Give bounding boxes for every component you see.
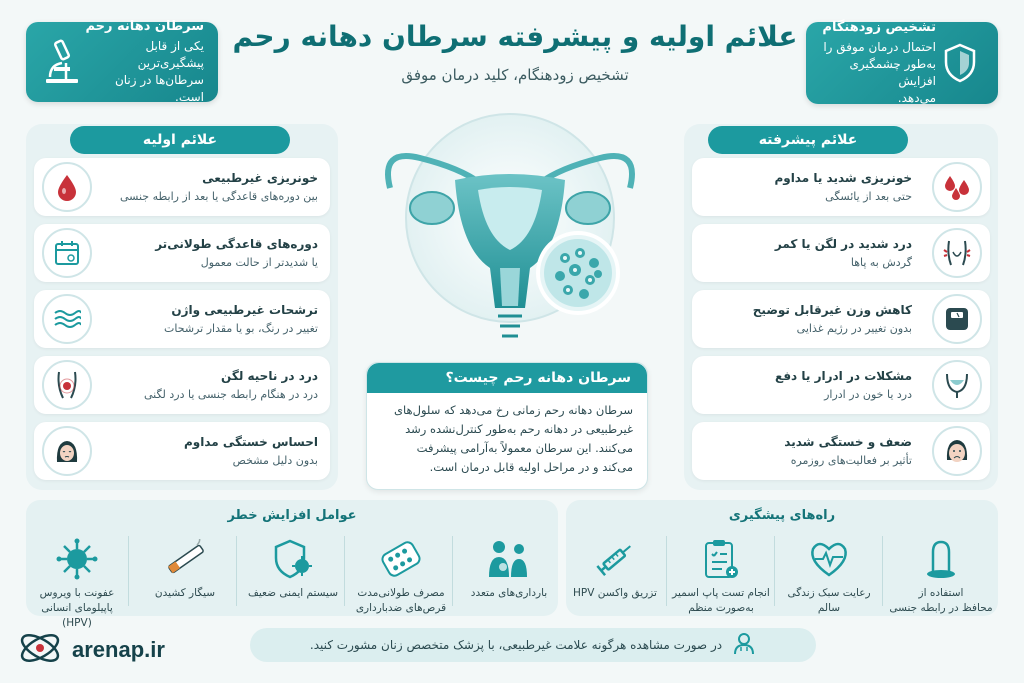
- prevention-item: [780, 536, 878, 616]
- symptom-text: تأثیر بر فعالیت‌های روزمره: [790, 454, 912, 467]
- risk-label: سیستم ایمنی ضعیف: [247, 587, 338, 599]
- description-line: می‌کند و در مراحل اولیه قابل درمان است.: [429, 460, 633, 474]
- prevention-label: به‌صورت منظم: [688, 602, 754, 614]
- symptom-item: [692, 422, 990, 480]
- prevention-item: [672, 536, 770, 616]
- symptom-title: درد در ناحیه لگن: [221, 369, 318, 383]
- card-text-line: یکی از قابل پیشگیری‌ترین: [137, 38, 204, 70]
- card-text-line: سرطان‌ها در زنان است.: [114, 72, 204, 104]
- card-title: تشخیص زودهنگام: [822, 19, 936, 35]
- divider: [774, 536, 775, 606]
- divider: [666, 536, 667, 606]
- symptom-title: احساس خستگی مداوم: [184, 435, 318, 449]
- risk-label: بارداری‌های متعدد: [470, 587, 548, 599]
- symptom-item: [692, 290, 990, 348]
- card-text-line: به‌طور چشمگیری افزایش: [849, 56, 936, 88]
- risk-factors-section: [26, 500, 558, 629]
- family-icon: [460, 536, 558, 582]
- description-line: غیرطبیعی در دهانه رحم به‌طور کنترل‌نشده رشد: [405, 422, 633, 436]
- prevention-section: [566, 500, 998, 616]
- prevention-label: تزریق واکسن HPV: [573, 587, 657, 599]
- symptom-item: [34, 356, 330, 414]
- symptom-title: ترشحات غیرطبیعی واژن: [171, 303, 318, 317]
- risk-label: عفونت با ویروس: [39, 587, 115, 599]
- prevention-item: [566, 536, 664, 601]
- symptom-text: بدون تغییر در رژیم غذایی: [796, 322, 912, 335]
- symptom-title: خونریزی غیرطبیعی: [202, 171, 318, 185]
- center-heading: سرطان دهانه رحم چیست؟: [367, 363, 647, 393]
- cigarette-icon: [136, 536, 234, 582]
- symptom-item: [692, 224, 990, 282]
- risk-item: [352, 536, 450, 616]
- checklist-icon: [672, 536, 770, 582]
- bladder-icon: [932, 360, 982, 410]
- prevention-label: انجام تست پاپ اسمیر: [672, 587, 770, 599]
- risk-factors-header: عوامل افزایش خطر: [227, 508, 357, 523]
- info-card-early-diagnosis: [806, 19, 998, 105]
- early-symptoms-panel: [26, 124, 338, 490]
- divider: [344, 536, 345, 606]
- symptom-title: خونریزی شدید یا مداوم: [774, 171, 912, 185]
- tired-woman-icon: [42, 426, 92, 476]
- symptom-text: گردش به پاها: [850, 256, 912, 269]
- back-pain-icon: [932, 228, 982, 278]
- symptom-text: بین دوره‌های قاعدگی یا بعد از رابطه جنسی: [119, 190, 318, 203]
- symptom-text: حتی بعد از یائسگی: [825, 190, 912, 203]
- microscope-icon: [40, 35, 84, 89]
- advanced-symptoms-panel: [684, 124, 998, 490]
- shield-icon: [936, 42, 984, 84]
- description-line: سرطان دهانه رحم زمانی رخ می‌دهد که سلول‌های: [394, 403, 633, 417]
- center-description: [367, 393, 647, 485]
- risk-label: مصرف طولانی‌مدت: [357, 587, 445, 599]
- syringe-icon: [566, 536, 664, 582]
- prevention-label: استفاده از: [918, 587, 964, 599]
- pills-icon: [352, 536, 450, 582]
- prevention-label: رعایت سبک زندگی: [787, 587, 871, 599]
- sad-face-icon: [932, 426, 982, 476]
- prevention-header: راه‌های پیشگیری: [728, 508, 836, 523]
- footer-note-text: در صورت مشاهده هرگونه علامت غیرطبیعی، با پزشک متخصص زنان مشورت کنید.: [309, 638, 723, 652]
- risk-item: [244, 536, 342, 601]
- heart-pulse-icon: [780, 536, 878, 582]
- symptom-item: [692, 158, 990, 216]
- prevention-item: [888, 536, 994, 616]
- scale-icon: [932, 294, 982, 344]
- symptom-title: درد شدید در لگن یا کمر: [774, 237, 912, 251]
- calendar-icon: [42, 228, 92, 278]
- symptom-item: [34, 158, 330, 216]
- risk-label: قرص‌های ضدبارداری: [355, 602, 447, 614]
- blood-drops-icon: [932, 162, 982, 212]
- description-line: می‌کنند. این سرطان معمولاً به‌آرامی پیشرفت: [416, 441, 633, 455]
- divider: [128, 536, 129, 606]
- symptom-text: یا شدیدتر از حالت معمول: [200, 256, 318, 269]
- info-card-cervical-cancer: [26, 18, 218, 104]
- divider: [236, 536, 237, 606]
- symptom-title: ضعف و خستگی شدید: [784, 435, 912, 449]
- divider: [452, 536, 453, 606]
- risk-item: [460, 536, 558, 601]
- footer-note: [250, 628, 816, 662]
- page-title: علائم اولیه و پیشرفته سرطان دهانه رحم: [232, 20, 798, 53]
- symptom-text: درد در هنگام رابطه جنسی یا درد لگنی: [143, 388, 318, 401]
- symptom-text: بدون دلیل مشخص: [232, 454, 318, 467]
- doctor-icon: [732, 631, 756, 659]
- symptom-text: درد یا خون در ادرار: [824, 388, 912, 401]
- card-text-line: احتمال درمان موفق را: [823, 39, 936, 54]
- risk-label: پاپیلومای انسانی (HPV): [41, 602, 113, 629]
- shield-virus-icon: [244, 536, 342, 582]
- advanced-symptoms-header: علائم پیشرفته: [708, 126, 908, 154]
- blood-drop-icon: [42, 162, 92, 212]
- early-symptoms-header: علائم اولیه: [70, 126, 290, 154]
- symptom-title: مشکلات در ادرار یا دفع: [775, 369, 912, 383]
- uterus-illustration: [360, 108, 660, 358]
- site-name[interactable]: arenap.ir: [72, 637, 165, 662]
- pelvis-icon: [42, 360, 92, 410]
- prevention-label: سالم: [817, 602, 841, 614]
- prevention-label: محافظ در رابطه جنسی: [889, 602, 993, 614]
- page-subtitle: تشخیص زودهنگام، کلید درمان موفق: [401, 66, 629, 84]
- risk-item: [28, 536, 126, 631]
- symptom-item: [34, 422, 330, 480]
- waves-icon: [42, 294, 92, 344]
- site-logo[interactable]: [16, 626, 165, 674]
- symptom-title: دوره‌های قاعدگی طولانی‌تر: [155, 237, 318, 251]
- risk-item: [136, 536, 234, 601]
- divider: [882, 536, 883, 606]
- condom-icon: [888, 536, 994, 582]
- symptom-item: [34, 290, 330, 348]
- logo-icon: [16, 626, 64, 674]
- virus-icon: [28, 536, 126, 582]
- what-is-cervical-cancer-box: [366, 362, 648, 490]
- symptom-item: [692, 356, 990, 414]
- card-text-line: می‌دهد.: [897, 90, 936, 105]
- symptom-text: تغییر در رنگ، بو یا مقدار ترشحات: [164, 322, 318, 335]
- risk-label: سیگار کشیدن: [154, 587, 216, 599]
- symptom-title: کاهش وزن غیرقابل توضیح: [752, 303, 912, 317]
- card-title: سرطان دهانه رحم: [85, 18, 204, 34]
- symptom-item: [34, 224, 330, 282]
